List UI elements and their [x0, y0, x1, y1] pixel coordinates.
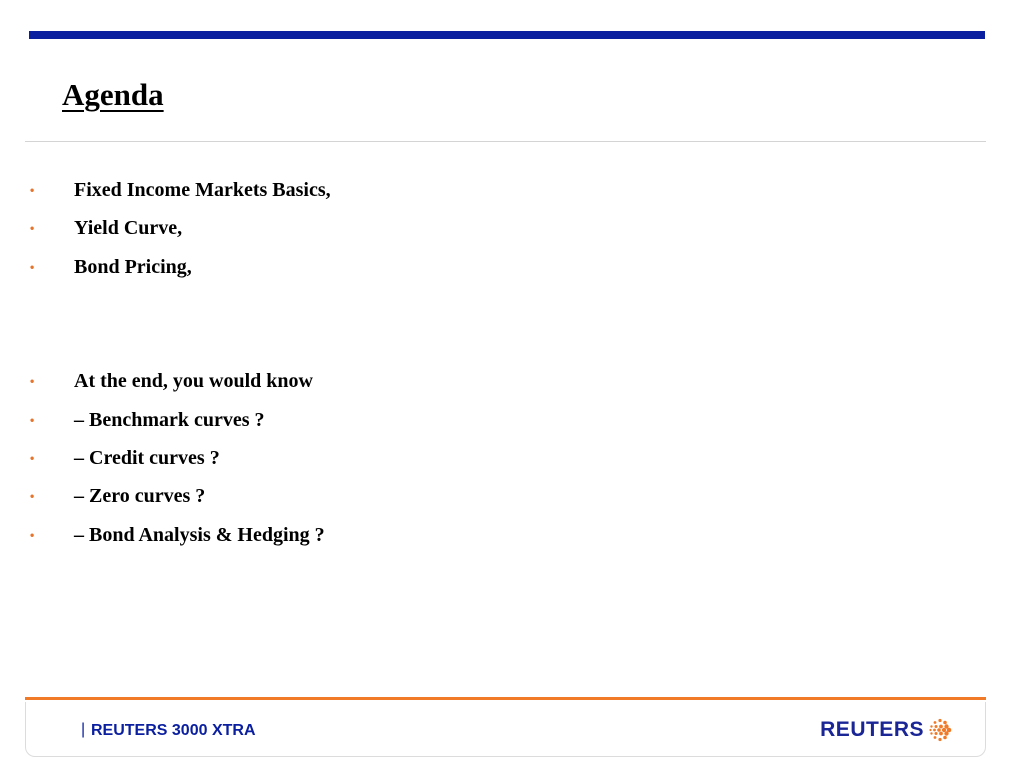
list-item-text: Fixed Income Markets Basics, — [74, 179, 331, 201]
bullet-icon: • — [30, 259, 35, 274]
list-item-text: – Benchmark curves ? — [74, 408, 265, 431]
footer-accent-line — [25, 697, 986, 700]
list-item-text: Bond Pricing, — [74, 255, 192, 278]
bullet-icon: • — [30, 221, 35, 236]
list-item-text: – Zero curves ? — [74, 485, 206, 508]
footer — [25, 702, 986, 757]
list-item-text: Yield Curve, — [74, 217, 183, 240]
bullet-icon: • — [30, 374, 35, 389]
title-divider — [25, 141, 986, 142]
bullet-icon: • — [30, 527, 35, 542]
bullet-icon: • — [30, 489, 35, 504]
reuters-dot-sphere-icon — [928, 718, 952, 742]
logo-wordmark: REUTERS — [820, 718, 924, 741]
list-item-text: – Bond Analysis & Hedging ? — [74, 523, 325, 546]
header-accent-bar — [29, 31, 985, 39]
list-item-text: – Credit curves ? — [74, 446, 220, 469]
footer-separator: | — [81, 721, 86, 738]
slide-title: Agenda — [62, 77, 164, 112]
bullet-icon: • — [30, 412, 35, 427]
list-item-text: At the end, you would know — [74, 370, 313, 393]
bullet-icon: • — [30, 183, 35, 197]
reuters-logo — [820, 716, 952, 744]
footer-product-name: REUTERS 3000 XTRA — [91, 722, 256, 739]
bullet-icon: • — [30, 450, 35, 465]
